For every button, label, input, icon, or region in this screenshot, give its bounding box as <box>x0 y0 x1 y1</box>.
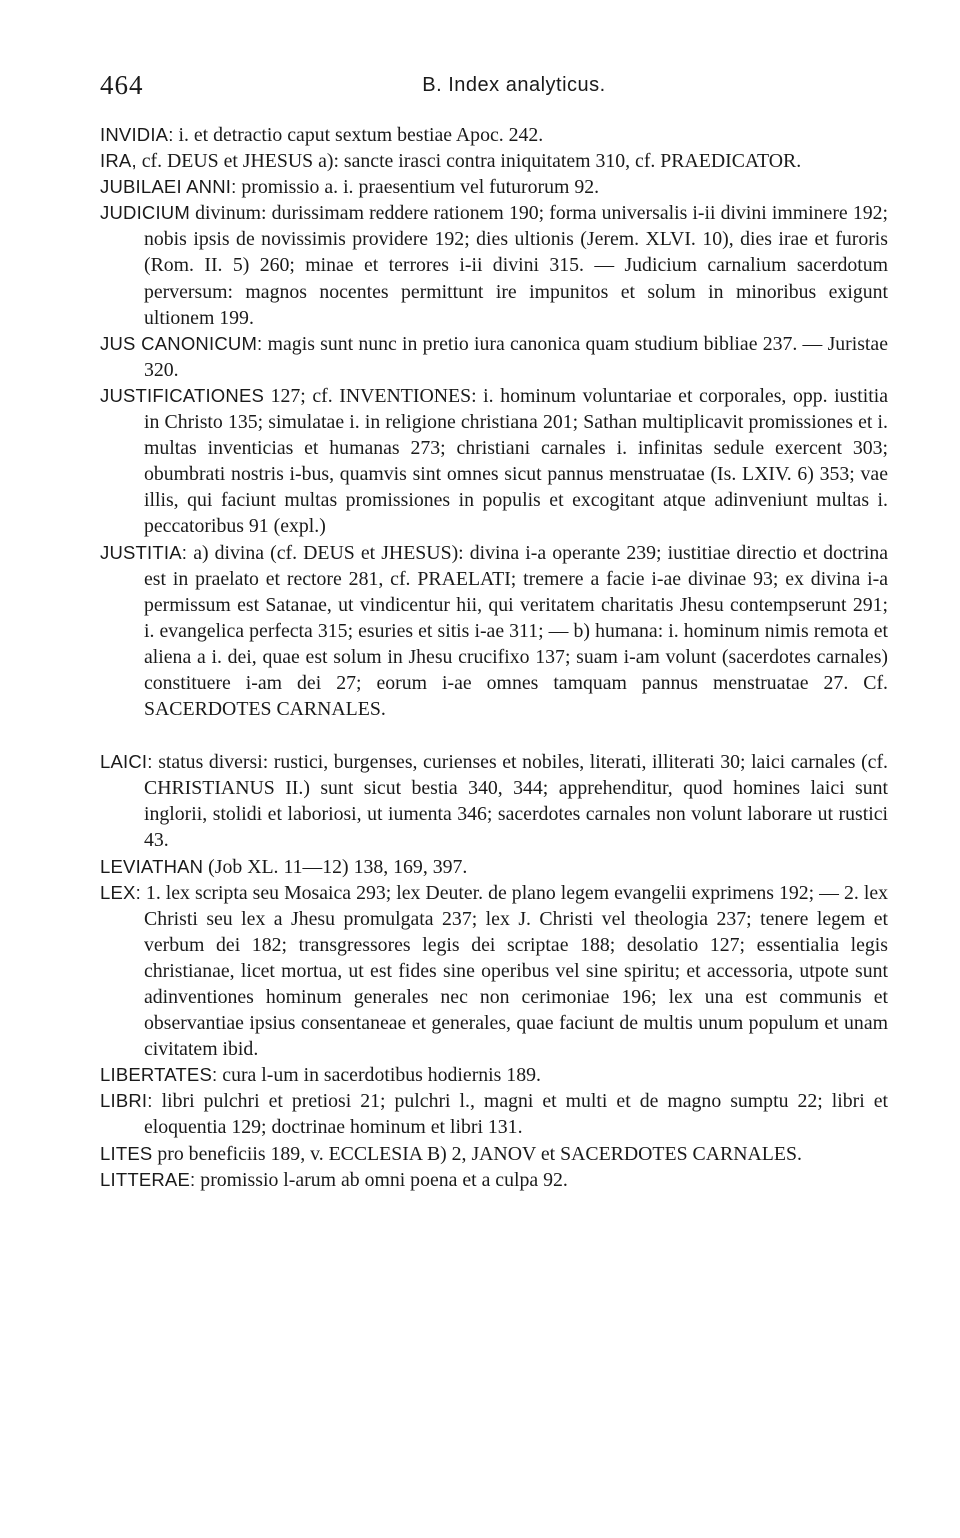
index-entries <box>100 122 888 1193</box>
index-entry-lex <box>100 880 888 1063</box>
entry-head: JUS CANONICUM: <box>100 332 263 354</box>
index-entry-justificationes <box>100 383 888 540</box>
entry-text: libri pulchri et pretiosi 21; pulchri l., magni et multi et de magno sumptu 22; libri et eloquentia 129; doctrinae hominum et libri 131. <box>144 1090 888 1139</box>
entry-head: LAICI: <box>100 751 153 773</box>
entry-head: LIBRI: <box>100 1090 153 1112</box>
index-entry-ira <box>100 148 888 174</box>
entry-head: INVIDIA: <box>100 124 174 145</box>
entry-text: cf. DEUS et JHESUS a): sancte irasci contra iniquitatem 310, cf. PRAEDICATOR. <box>136 150 802 173</box>
index-entry-jus-canonicum <box>100 331 888 383</box>
entry-head: JUDICIUM <box>100 202 190 224</box>
index-entry-libri <box>100 1088 888 1140</box>
entry-head: JUSTIFICATIONES <box>100 384 265 406</box>
entry-head: JUBILAEI ANNI: <box>100 176 237 198</box>
index-entry-invidia <box>100 122 888 148</box>
index-entry-libertates <box>100 1062 888 1088</box>
entry-text: cura l-um in sacerdotibus hodiernis 189. <box>217 1064 541 1087</box>
entry-head: LIBERTATES: <box>100 1064 218 1086</box>
entry-text: divinum: durissimam reddere rationem 190; forma universalis i-ii divini imminere 192; nobis ipsis de novissimis providere 192; dies ultionis (Jerem. XLVI. 10), dies irae et furoris (Rom. II. 5) 260; minae et terrores i-ii divini 315. — Judicium carnalium sacerdotum perversum: magnos nocentes permittunt ire impunitos et solum in minoribus exigunt ultionem 199. <box>144 202 888 329</box>
index-entry-jubilaei-anni <box>100 174 888 200</box>
entry-text: status diversi: rustici, burgenses, curienses et nobiles, literati, illiterati 30; laici carnales (cf. CHRISTIANUS II.) sunt sicut bestia 340, 344; apprehenditur, quod homines laici sunt inglorii, stolidi et laboriosi, ut iumenta 346; sacerdotes carnales non volunt laborare ut rustici 43. <box>144 751 888 852</box>
entry-text: 127; cf. INVENTIONES: i. hominum voluntariae et corporales, opp. iustitia in Christo 135; simulatae i. in religione christiana 201; Sathan multiplicavit promissiones et i. multas inventicias et humanas 273; christiani carnales i. infinitas sedule exercent 303; obumbrati nostris i-bus, quamvis sint omnes sicut pannus menstruatae (Is. LXIV. 6) 353; vae illis, qui faciunt multas promissiones in populis et excogitant atque adinveniunt multas i. peccatoribus 91 (expl.) <box>144 384 888 538</box>
entry-text: (Job XL. 11—12) 138, 169, 397. <box>203 855 468 878</box>
index-entry-justitia <box>100 540 888 723</box>
index-entry-lites <box>100 1141 888 1167</box>
entry-text: promissio a. i. praesentium vel futurorum 92. <box>236 176 600 199</box>
entry-head: IRA, <box>100 150 137 172</box>
entry-text: 1. lex scripta seu Mosaica 293; lex Deuter. de plano legem evangelii exprimens 192; — 2. lex Christi seu lex a Jhesu promulgata 237; lex J. Christi vel theologia 237; tenere legem et verbum dei 182; transgressores legis dei scriptae 188; desolatio 127; essentialia legis christianae, licet mortua, ut est fides sine operibus vel sine spiritu; et accessoria, utpote sunt adinventiones hominum generales nec non cerimoniae 196; lex una est communis et observantiae ipsius consentaneae et generales, quae faciunt de multis unum populum et unam civitatem ibid. <box>140 881 888 1061</box>
index-entry-litterae <box>100 1167 888 1193</box>
entry-text: magis sunt nunc in pretio iura canonica quam studium bibliae 237. — Juristae 320. <box>144 332 888 381</box>
entry-head: LITES <box>100 1142 153 1164</box>
entry-head: LEVIATHAN <box>100 855 204 877</box>
entry-head: LEX: <box>100 881 141 903</box>
index-entry-judicium <box>100 200 888 330</box>
entry-text: i. et detractio caput sextum bestiae Apoc. 242. <box>173 124 544 146</box>
entry-text: promissio l-arum ab omni poena et a culpa 92. <box>195 1168 568 1191</box>
entry-head: JUSTITIA: <box>100 541 188 563</box>
entry-text: a) divina (cf. DEUS et JHESUS): divina i-a operante 239; iustitiae directio et doctrina est in praelato et rectore 281, cf. PRAELATI; tremere a facie i-ae divinae 93; ex divina i-a permissum est Satanae, ut vindicentur hii, qui veritatem charitatis Jhesu contempserunt 291; i. evangelica perfecta 315; esuries et sitis i-ae 311; — b) humana: i. hominum nimis remota et aliena a i. dei, quae est solum in Jhesu crucifixo 137; suam i-am volunt (sacerdotes carnales) constituere i-am dei 27; eorum i-ae omnes tamquam pannus menstruatae 27. Cf. SACERDOTES CARNALES. <box>144 541 888 721</box>
entry-text: pro beneficiis 189, v. ECCLESIA B) 2, JANOV et SACERDOTES CARNALES. <box>152 1142 802 1165</box>
index-entry-leviathan <box>100 854 888 880</box>
index-entry-laici <box>100 749 888 853</box>
running-title: B. Index analyticus. <box>422 74 606 96</box>
page-number: 464 <box>100 70 144 100</box>
entry-head: LITTERAE: <box>100 1168 196 1190</box>
page-header <box>100 70 888 106</box>
